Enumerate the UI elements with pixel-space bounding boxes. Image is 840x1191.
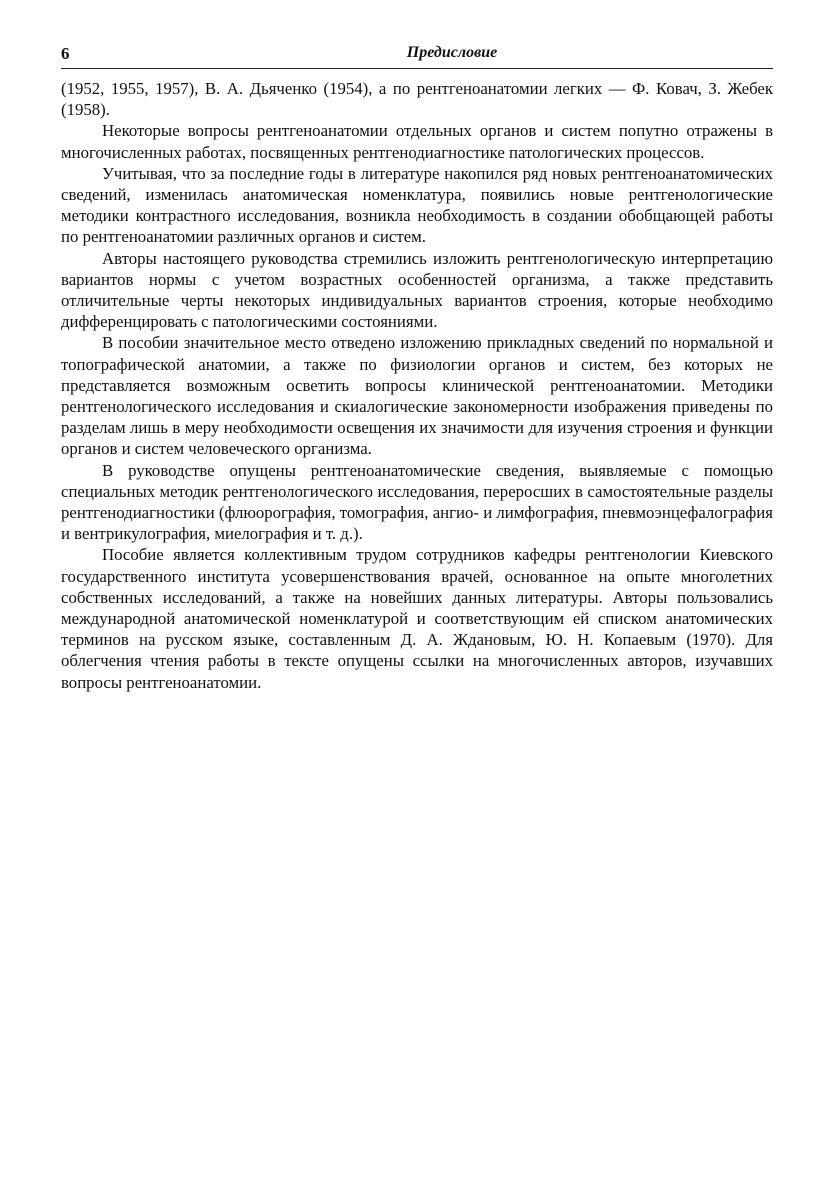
paragraph: Авторы настоящего руководства стремились изложить рентгенологическую интерпретацию вариантов нормы с учетом возрастных особенностей организма, а также представить отличительные черты некоторых индивидуальных вариантов строения, которые необходимо дифференцировать с патологическими состояниями. bbox=[61, 248, 773, 332]
page-number: 6 bbox=[61, 44, 70, 63]
paragraph: Некоторые вопросы рентгеноанатомии отдельных органов и систем попутно отражены в многочисленных работах, посвященных рентгенодиагностике патологических процессов. bbox=[61, 121, 773, 162]
paragraph: Учитывая, что за последние годы в литературе накопился ряд новых рентгеноанатомических сведений, изменилась анатомическая номенклатура, появились новые рентгенологические методики контрастного исследования, возникла необходимость в создании обобщающей работы по рентгеноанатомии различных органов и систем. bbox=[61, 163, 773, 247]
body-text bbox=[61, 78, 773, 693]
paragraph: В руководстве опущены рентгеноанатомические сведения, выявляемые с помощью специальных методик рентгенологического исследования, переросших в самостоятельные разделы рентгенодиагностики (флюорография, томография, ангио- и лимфография, пневмоэнцефалография и вентрикулография, миелография и т. д.). bbox=[61, 460, 773, 544]
paragraph-continued: (1952, 1955, 1957), В. А. Дьяченко (1954), а по рентгеноанатомии легких — Ф. Ковач, З. Жебек (1958). bbox=[61, 79, 773, 120]
running-title: Предисловие bbox=[406, 44, 498, 61]
paragraph: Пособие является коллективным трудом сотрудников кафедры рентгенологии Киевского государственного института усовершенствования врачей, основанное на опыте многолетних собственных исследований, а также на новейших данных литературы. Авторы пользовались международной анатомической номенклатурой и соответствующим ей списком анатомических терминов на русском языке, составленным Д. А. Ждановым, Ю. Н. Копаевым (1970). Для облегчения чтения работы в тексте опущены ссылки на многочисленных авторов, изучавших вопросы рентгеноанатомии. bbox=[61, 545, 773, 692]
page-header bbox=[61, 38, 773, 69]
paragraph: В пособии значительное место отведено изложению прикладных сведений по нормальной и топографической анатомии, а также по физиологии органов и систем, без которых не представляется возможным осветить вопросы клинической рентгеноанатомии. Методики рентгенологического исследования и скиалогические закономерности изображения приведены по разделам лишь в меру необходимости освещения их значимости для изучения строения и функции органов и систем человеческого организма. bbox=[61, 333, 773, 459]
